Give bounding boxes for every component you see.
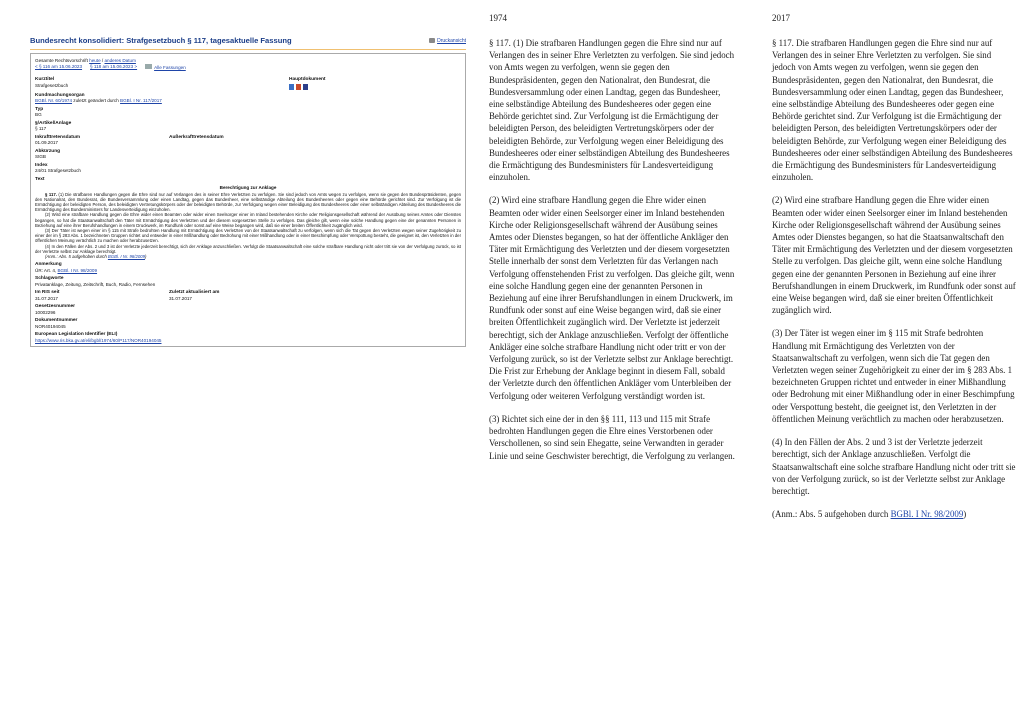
col1974-paragraph-2: (2) Wird eine strafbare Handlung gegen die Ehre wider einen Beamten oder wider einen Seelsorger einer im Inland bestehenden Kirche oder Religionsgesellschaft während der Ausübung seines Amtes oder Dienstes begangen, so hat der öffentliche Ankläger den Täter mit Ermächtigung des Verletzten und der diesem vorgesetzten Stelle innerhalb der sonst dem Verletzten für das Verlangen nach Verfolgung offenstehenden Frist zu verfolgen. Das gleiche gilt, wenn eine solche Handlung gegen eine der genannten Personen in Beziehung auf eine ihrer Berufshandlungen in einem Druckwerk, im Rundfunk oder sonst auf eine Weise begangen wird, daß sie einer breiten Öffentlichkeit zugänglich wird. Der Verletzte ist jederzeit berechtigt, sich der Anklage anzuschließen. Verfolgt der öffentliche Ankläger eine solche strafbare Handlung nicht oder tritt er von der Verfolgung zurück, so ist der Verletzte selbst zur Anklage berechtigt. Die Frist zur Erhebung der Anklage beginnt in diesem Fall, sobald der Verletzte durch den öffentlichen Ankläger vom Unterbleiben der Verfolgung oder weiteren Verfolgung verständigt worden ist.: [489, 195, 735, 401]
paragraph-4: (4) In den Fällen der Abs. 2 und 3 ist der Verletzte jederzeit berechtigt, sich der Anklage anzuschließen. Verfolgt die Staatsanwaltschaft eine solche strafbare Handlung nicht oder tritt sie von der Verfolgung zurück, so ist der Verletzte selbst zur Anklage berechtigt.: [35, 243, 461, 254]
dates-row: [35, 132, 461, 146]
bgbl-98-2009-link[interactable]: BGBl. I Nr. 98/2009: [107, 253, 146, 259]
ris-document-panel: [30, 36, 466, 347]
zuletzt-value: 31.07.2017: [169, 295, 192, 301]
gesetzesnummer-value: 10002296: [35, 309, 56, 315]
anmerkung-label: Anmerkung: [35, 262, 62, 268]
kurztitel-row: [35, 74, 461, 90]
eli-link[interactable]: https://www.ris.bka.gv.at/eli/bgbl/1974/60/P117/NOR40194045: [35, 337, 162, 343]
abkuerzung-value: StGB: [35, 154, 46, 159]
kundmachungsorgan-value: BGBl. Nr. 60/1974 zuletzt geändert durch BGBl. I Nr. 117/2017: [35, 98, 162, 103]
dokumentnummer-value: NOR40194045: [35, 323, 66, 329]
anmerkung-note: (Anm.: Abs. 5 aufgehoben durch BGBl. I Nr. 98/2009): [45, 253, 147, 259]
link-heute[interactable]: heute: [89, 58, 101, 63]
print-link[interactable]: [429, 38, 466, 44]
col1974-paragraph-3: (3) Richtet sich eine der in den §§ 111, 113 und 115 mit Strafe bedrohten Handlungen gegen die Ehre eines Verstorbenen oder Verschollenen, so sind sein Ehegatte, seine Verwandten in gerader Linie und seine Geschwister berechtigt, die Verfolgung zu verlangen.: [489, 413, 735, 461]
schlagworte-value: Privatanklage, Zeitung, Zeitschrift, Buch, Radio, Fernsehen: [35, 281, 156, 287]
column-2017: [772, 37, 1016, 531]
text-label: Text: [35, 176, 45, 182]
typ-value: BG: [35, 112, 42, 117]
html-doc-icon[interactable]: [303, 84, 308, 90]
next-paragraph-link[interactable]: § 118 am 15.06.2023 >: [90, 64, 138, 69]
artikel-value: § 117: [35, 126, 47, 131]
col2017-paragraph-3: (3) Der Täter ist wegen einer im § 115 mit Strafe bedrohten Handlung mit Ermächtigung des Verletzten von der Staatsanwaltschaft zu verfolgen, wenn sich die Tat gegen den Verletzten wegen seiner Zugehörigkeit zu einer der im § 283 Abs. 1 bezeichneten Gruppen richtet und entweder in einer Mißhandlung oder Bedrohung mit einer Mißhandlung oder in einer Beschimpfung oder Verspottung besteht, die geeignet ist, den Verletzten in der öffentlichen Meinung verächtlich zu machen oder herabzusetzen.: [772, 328, 1015, 424]
gesetzesnummer-label: Gesetzesnummer: [35, 304, 75, 310]
alle-fassungen[interactable]: [145, 64, 186, 71]
print-link-label[interactable]: Druckansicht: [437, 37, 466, 44]
page-title: Bundesrecht konsolidiert: Strafgesetzbuch § 117, tagesaktuelle Fassung: [30, 36, 292, 45]
ausserkraft-label: Außerkrafttretensdatum: [169, 134, 224, 140]
word-doc-icon[interactable]: [289, 84, 294, 90]
paragraph-1: § 117. (1) Die strafbaren Handlungen gegen die Ehre sind nur auf Verlangen des in seiner Ehre Verletzten zu verfolgen. Sie sind jedoch von Amts wegen zu verfolgen, wenn sie gegen den Bundespräsidenten, gegen den Nationalrat, den Bundesrat, die Bundesversammlung oder einen Landtag, gegen das Bundesheer, eine selbständige Abteilung des Bundesheeres oder gegen eine Behörde gerichtet sind. Zur Verfolgung ist die Ermächtigung der beleidigten Person, des beleidigten Vertretungskörpers oder der beleidigten Behörde, zur Verfolgung wegen einer Beleidigung des Bundesheeres oder einer selbständigen Abteilung des Bundesheeres die Ermächtigung des Bundesministers für Landesverteidigung einzuholen.: [35, 191, 461, 213]
versions-icon: [145, 64, 152, 69]
imris-value: 31.07.2017: [35, 295, 58, 301]
bgbl-117-2017-link[interactable]: BGBl. I Nr. 117/2017: [120, 98, 162, 103]
kurztitel-value: Strafgesetzbuch: [35, 82, 69, 88]
index-value: 24/01 Strafgesetzbuch: [35, 168, 81, 173]
paragraph-3: (3) Der Täter ist wegen einer im § 115 mit Strafe bedrohten Handlung mit Ermächtigung des Verletzten von der Staatsanwaltschaft zu verfolgen, wenn sich die Tat gegen den Verletzten wegen seiner Zugehörigkeit zu einer der im § 283 Abs. 1 bezeichneten Gruppen richtet und entweder in einer Mißhandlung oder Bedrohung mit einer Mißhandlung oder in einer Beschimpfung oder Verspottung besteht, die geeignet ist, den Verletzten in der öffentlichen Meinung verächtlich zu machen oder herabzusetzen.: [35, 227, 461, 244]
anmerkung-bgbl-link[interactable]: BGBl. I Nr. 98/2009: [57, 267, 98, 273]
inkraft-value: 01.09.2017: [35, 140, 58, 145]
imris-label: Im RIS seit: [35, 290, 60, 296]
inkraft-label: Inkrafttretensdatum: [35, 134, 81, 140]
col2017-bgbl-98-2009-link[interactable]: BGBl. I Nr. 98/2009: [890, 509, 964, 520]
prev-paragraph-link[interactable]: < § 116 am 15.06.2023: [35, 64, 83, 69]
paragraph-2: (2) Wird eine strafbare Handlung gegen die Ehre wider einen Beamten oder wider einen Seelsorger einer im Inland bestehenden Kirche oder Religionsgesellschaft während der Ausübung seines Amtes oder Dienstes begangen, so hat die Staatsanwaltschaft den Täter mit Ermächtigung des Verletzten und der diesem vorgesetzten Stelle zu verfolgen. Das gleiche gilt, wenn eine solche Handlung gegen eine der genannten Personen in Beziehung auf eine ihrer Berufshandlungen in einem Druckwerk, im Rundfunk oder sonst auf eine Weise begangen wird, daß sie einer breiten Öffentlichkeit zugänglich wird.: [35, 212, 461, 228]
year-2017-heading: 2017: [772, 13, 790, 23]
divider: [30, 49, 466, 50]
typ-label: Typ: [35, 106, 44, 112]
navigation-row: [35, 64, 461, 71]
col2017-paragraph-1: § 117. Die strafbaren Handlungen gegen die Ehre sind nur auf Verlangen des in seiner Ehre Verletzten zu verfolgen. Sie sind jedoch von Amts wegen zu verfolgen, wenn sie gegen den Bundespräsidenten, gegen den Nationalrat, den Bundesrat, die Bundesversammlung oder einen Landtag, gegen das Bundesheer, eine selbständige Abteilung des Bundesheeres oder gegen eine Behörde gerichtet sind. Zur Verfolgung ist die Ermächtigung der beleidigten Person, des beleidigten Vertretungskörpers oder der beleidigten Behörde, zur Verfolgung wegen einer Beleidigung des Bundesheeres oder einer selbständigen Abteilung des Bundesheeres die Ermächtigung des Bundesministers für Landesverteidigung einzuholen.: [772, 38, 1013, 183]
gesamte-line: Gesamte Rechtsvorschrift heute / anderes Datum: [35, 58, 136, 63]
abkuerzung-label: Abkürzung: [35, 148, 61, 154]
document-box: [30, 53, 466, 347]
artikel-label: §/Artikel/Anlage: [35, 120, 72, 126]
column-1974: [489, 37, 737, 473]
printer-icon: [429, 38, 435, 43]
schlagworte-label: Schlagworte: [35, 276, 64, 282]
bgbl-60-1974-link[interactable]: BGBl. Nr. 60/1974: [35, 98, 73, 103]
kurztitel-label: Kurztitel: [35, 77, 55, 82]
index-label: Index: [35, 162, 48, 168]
ris-dates-row: [35, 287, 461, 301]
col2017-paragraph-2: (2) Wird eine strafbare Handlung gegen die Ehre wider einen Beamten oder wider einen Seelsorger einer im Inland bestehenden Kirche oder Religionsgesellschaft während der Ausübung seines Amtes oder Dienstes begangen, so hat die Staatsanwaltschaft den Täter mit Ermächtigung des Verletzten und der diesem vorgesetzten Stelle zu verfolgen. Das gleiche gilt, wenn eine solche Handlung gegen eine der genannten Personen in Beziehung auf eine ihrer Berufshandlungen in einem Druckwerk, im Rundfunk oder sonst auf eine Weise begangen wird, daß sie einer breiten Öffentlichkeit zugänglich wird.: [772, 195, 1016, 316]
hauptdokument-label: Hauptdokument: [289, 77, 326, 82]
hauptdokument-icons: [289, 84, 461, 90]
dokumentnummer-label: Dokumentnummer: [35, 318, 78, 324]
eli-label: European Legislation Identifier (ELI): [35, 332, 118, 338]
alle-fassungen-link[interactable]: Alle Fassungen: [154, 64, 186, 70]
col2017-anmerkung: (Anm.: Abs. 5 aufgehoben durch BGBl. I Nr. 98/2009): [772, 509, 967, 520]
col1974-paragraph-1: § 117. (1) Die strafbaren Handlungen gegen die Ehre sind nur auf Verlangen des in seiner Ehre Verletzten zu verfolgen. Sie sind jedoch von Amts wegen zu verfolgen, wenn sie gegen den Bundespräsidenten, gegen den Nationalrat, den Bundesrat, die Bundesversammlung oder einen Landtag, gegen das Bundesheer, eine selbständige Abteilung des Bundesheeres oder gegen eine Behörde gerichtet sind. Zur Verfolgung ist die Ermächtigung der beleidigten Person, des beleidigten Vertretungskörpers oder der beleidigten Behörde, zur Verfolgung wegen einer Beleidigung des Bundesheeres oder einer selbständigen Abteilung des Bundesheeres die Ermächtigung des Bundesministers für Landesverteidigung einzuholen.: [489, 38, 735, 183]
pdf-doc-icon[interactable]: [296, 84, 301, 90]
header: [30, 36, 466, 45]
kundmachungsorgan-label: Kundmachungsorgan: [35, 92, 85, 98]
year-1974-heading: 1974: [489, 13, 507, 23]
section-title: Berechtigung zur Anklage: [219, 185, 277, 190]
zuletzt-label: Zuletzt aktualisiert am: [169, 290, 220, 296]
col2017-paragraph-4: (4) In den Fällen der Abs. 2 und 3 ist der Verletzte jederzeit berechtigt, sich der Anklage anzuschließen. Verfolgt die Staatsanwaltschaft eine solche strafbare Handlung nicht oder tritt sie von der Verfolgung zurück, so ist der Verletzte selbst zur Anklage berechtigt.: [772, 437, 1016, 496]
link-anderes-datum[interactable]: anderes Datum: [104, 58, 136, 63]
anmerkung-value: ÜR: Art. 4, BGBl. I Nr. 98/2009: [35, 267, 98, 273]
